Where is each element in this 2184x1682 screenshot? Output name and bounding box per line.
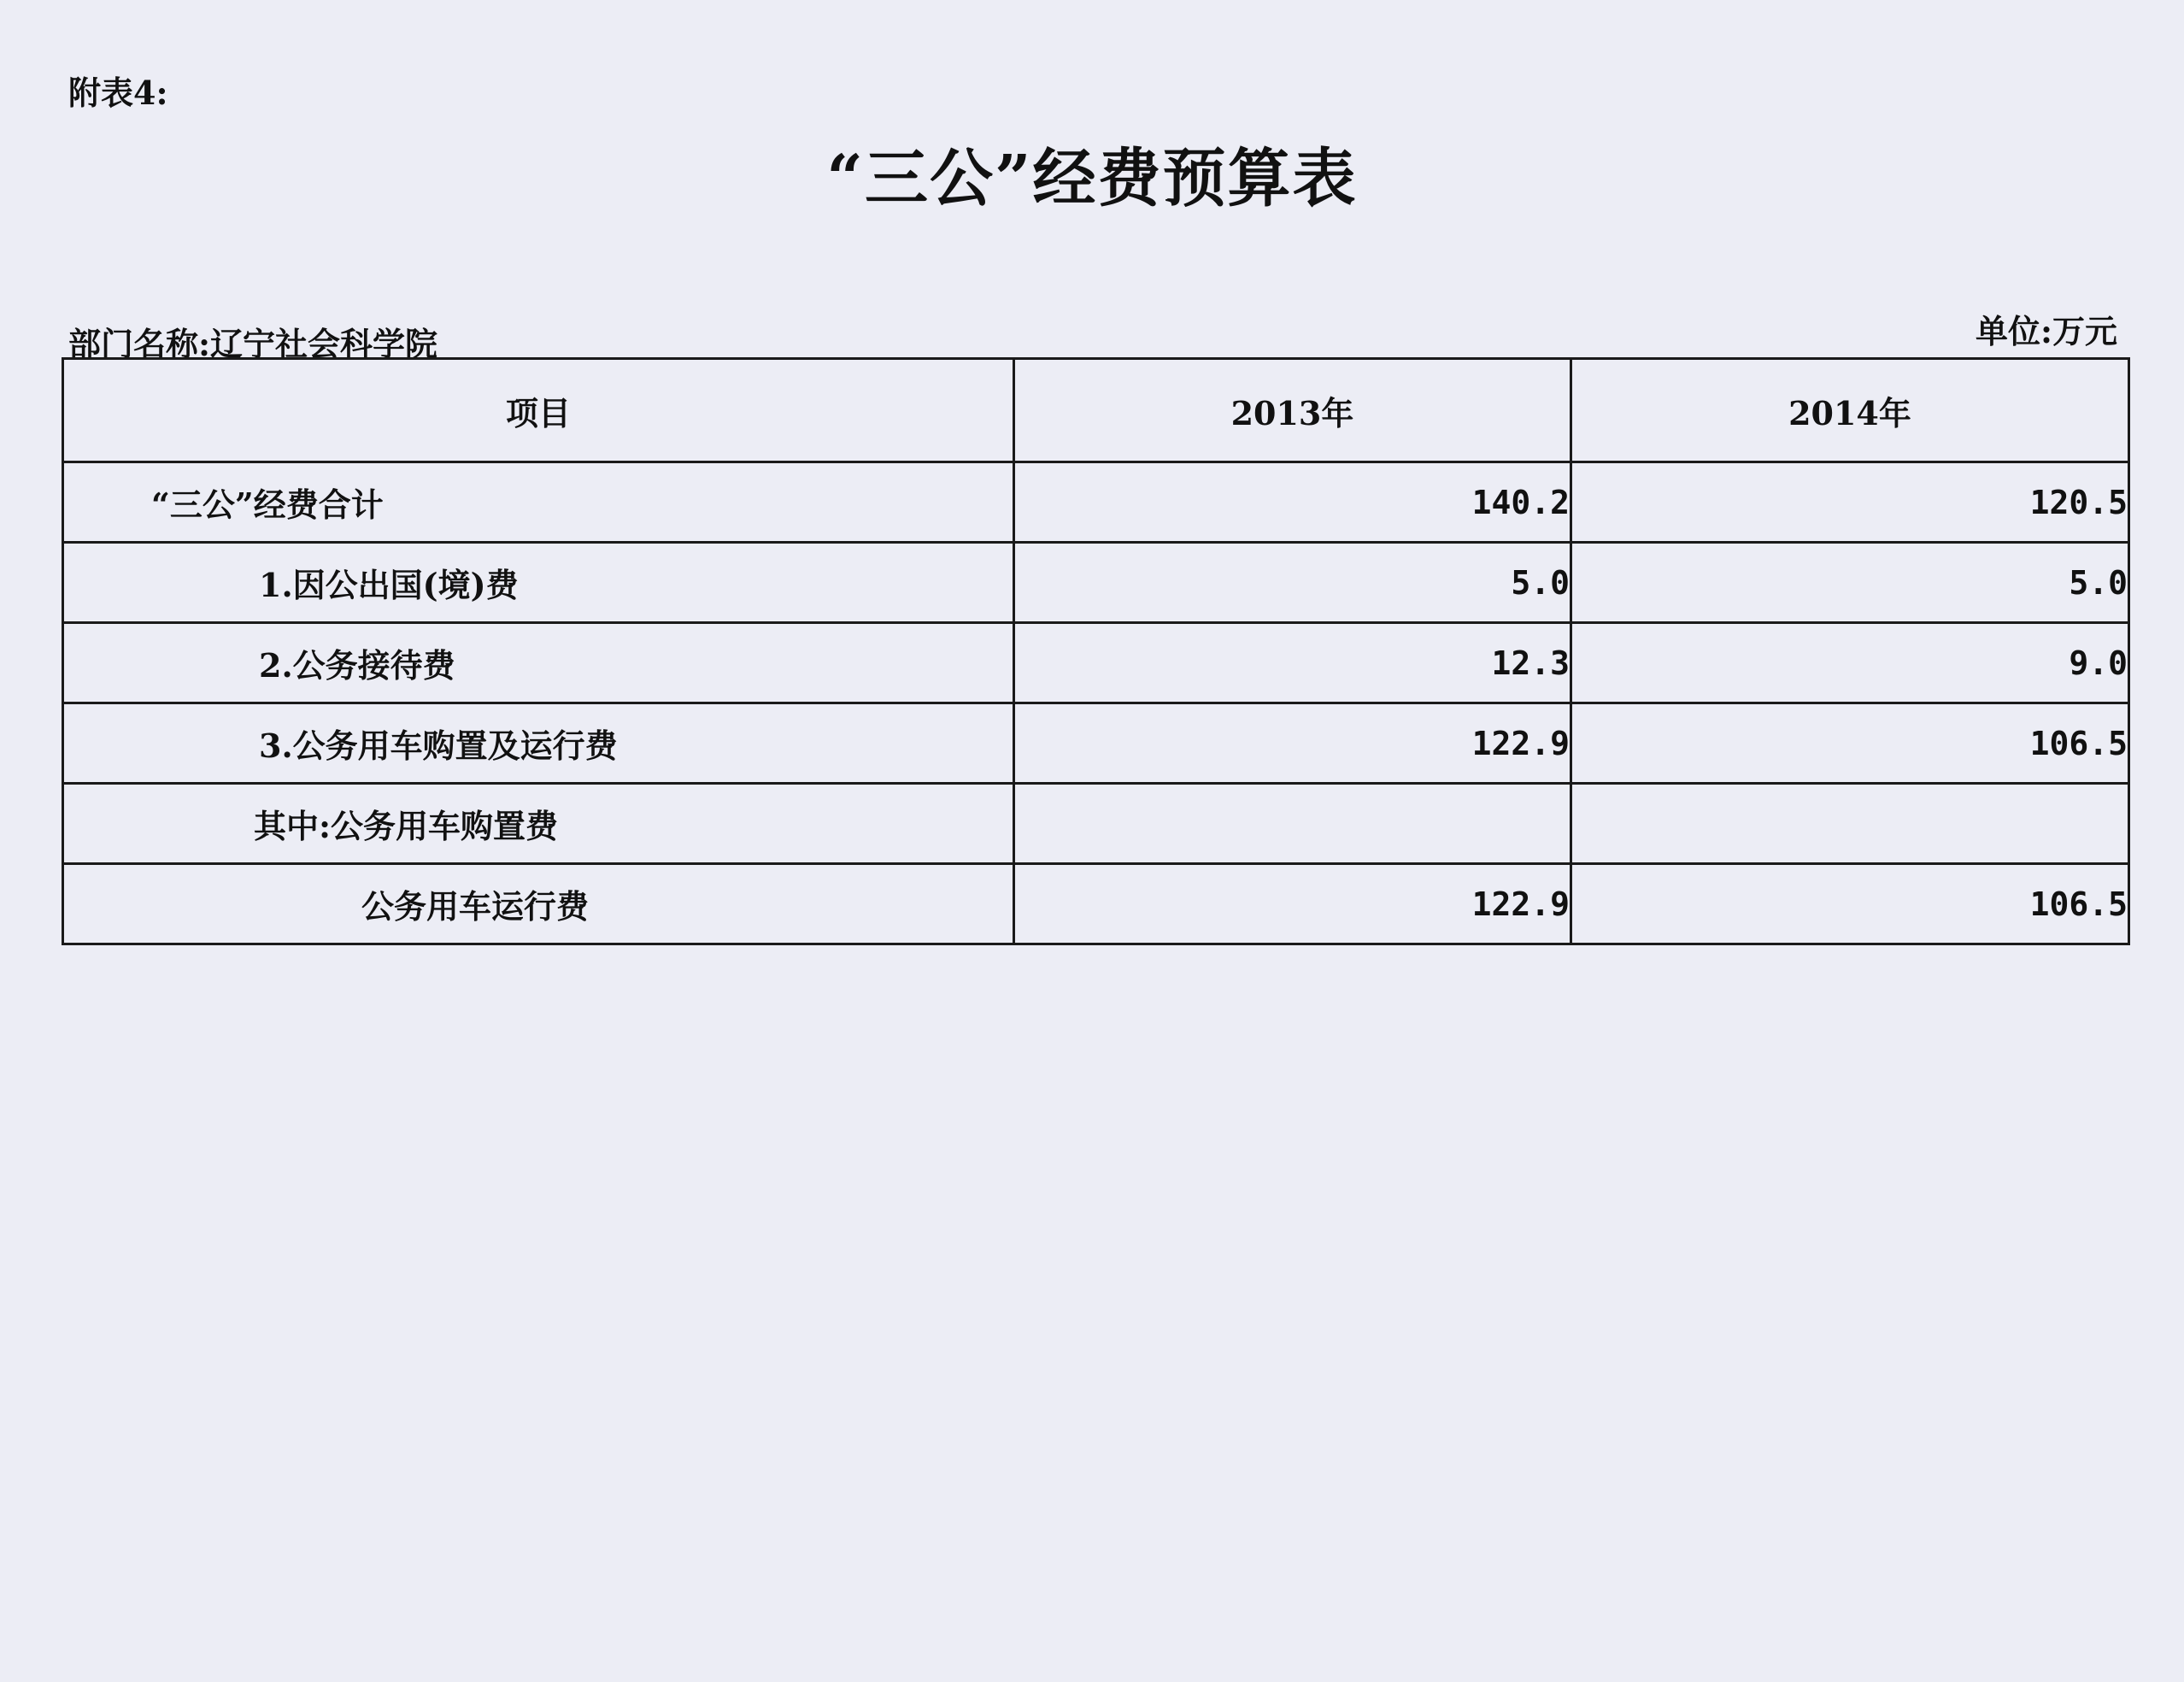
unit-label: 单位:万元 [1975, 312, 2117, 350]
budget-table [62, 357, 2130, 945]
row-item: “三公”经费合计 [63, 462, 1014, 543]
row-value-2013: 140.2 [1014, 462, 1571, 543]
table-row [63, 784, 2129, 864]
row-value-2013: 122.9 [1014, 864, 1571, 944]
row-value-2014: 106.5 [1571, 864, 2129, 944]
table-row [63, 623, 2129, 703]
row-value-2013 [1014, 784, 1571, 864]
page-title: “三公”经费预算表 [826, 142, 1358, 215]
table-row [63, 543, 2129, 623]
row-value-2014: 120.5 [1571, 462, 2129, 543]
row-value-2013: 5.0 [1014, 543, 1571, 623]
row-item: 公务用车运行费 [63, 864, 1014, 944]
row-value-2014: 106.5 [1571, 703, 2129, 784]
row-item: 2.公务接待费 [63, 623, 1014, 703]
table-header-row [63, 359, 2129, 462]
row-value-2014: 5.0 [1571, 543, 2129, 623]
attachment-label: 附表4: [68, 74, 168, 112]
row-value-2014 [1571, 784, 2129, 864]
row-item: 1.因公出国(境)费 [63, 543, 1014, 623]
row-value-2014: 9.0 [1571, 623, 2129, 703]
table-row [63, 462, 2129, 543]
table-row [63, 703, 2129, 784]
row-value-2013: 12.3 [1014, 623, 1571, 703]
header-2013: 2013年 [1014, 359, 1571, 462]
header-2014: 2014年 [1571, 359, 2129, 462]
header-item: 项目 [63, 359, 1014, 462]
row-item: 其中:公务用车购置费 [63, 784, 1014, 864]
department-name: 部门名称:辽宁社会科学院 [68, 325, 438, 363]
row-value-2013: 122.9 [1014, 703, 1571, 784]
table-row [63, 864, 2129, 944]
row-item: 3.公务用车购置及运行费 [63, 703, 1014, 784]
